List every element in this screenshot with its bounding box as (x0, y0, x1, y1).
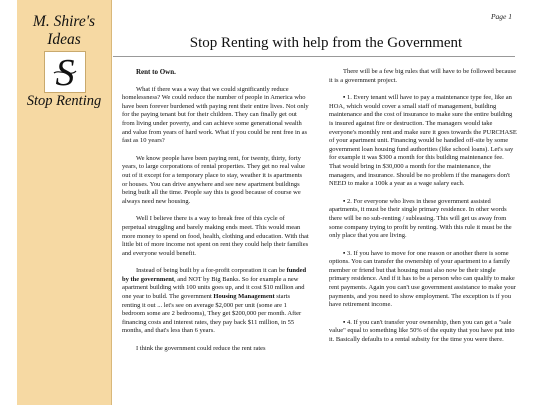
paragraph-4-text-a: Instead of being built by a for-profit corporation it can be (136, 267, 287, 275)
paragraph-2: We know people have been paying rent, for twenty, thirty, forty years, to large corporations of rental properties. They get no real value out of it except for a temporary place to stay, weather it is apartments or houses. You can drive anywhere and see new apartment buildings being built all the time. People say this is good because of course we always need new housing. (122, 154, 305, 205)
paragraph-4-text-b: , and NOT by Big Banks. So for example a new apartment building with 100 units goes up, and it cost $10 million and one year to build. The government (122, 275, 305, 301)
paragraph-4 (122, 267, 309, 336)
rule-item-1: ▪ 1. Every tenant will have to pay a maintenance type fee, like an HOA, which would cover a small staff of management, building maintenance and the cost of insurance to make sure the entire building is insured against fire or destruction. The managers would take everyone's monthly rent and make sure it goes towards the PURCHASE of your apartment unit. Financing would be handled off-site by some government loan housing fund authorities (like school loans). Let's say for example it was $300 a month for this building maintenance fee. That would bring in $30,000 a month for the maintenance, the managers, and insurance. Should be no problem if the managers don't NEED to make a 100k a year as a wage salary each. (329, 94, 517, 189)
paragraph-1: What if there was a way that we could significantly reduce homelessness? We could reduce the number of people in America who have been forever burdened with paying rent their entire lives. Not only for the paying tenant but for their children. They can finally get out from living under poverty, and can achieve some generational wealth and value from years of hard work. What if you could be rent free in as fast as 10 years? (122, 85, 309, 145)
paragraph-4-text-c: starts renting it out ... let's see on average $2,000 per unit (some are 1 bedroom some are 2 bedrooms), They get $200,000 per month. After financing costs and interest rates, they pay back $11 million, in 55 months, and that's less than 6 years. (122, 293, 302, 335)
brand-line-2: Ideas (47, 31, 81, 48)
paragraph-4-bold-1: funded by the government (122, 267, 307, 283)
paragraph-3: Well I believe there is a way to break free of this cycle of perpetual struggling and barely making ends meet. This would mean more money to spend on food, health, clothing and education. With that little bit of more income not spent on rent they could help their families and everyone would benefit. (122, 215, 309, 257)
section-heading: Rent to Own. (136, 68, 176, 76)
brand-line-1: M. Shire's (32, 13, 96, 30)
title-divider (113, 56, 515, 57)
rule-item-3: ▪ 3. If you have to move for one reason or another there is some options. You can transfer the ownership of your apartment to a family member or friend but that housing must also now be their single primary residence. And if it has to be a person who can qualify to make rent payments. Again you can't use government assistance to make your payments, and you need to show employment. The exception is if you have retirement income. (329, 250, 517, 310)
right-column (329, 68, 517, 354)
rules-intro: There will be a few big rules that will have to be followed because it is a government project. (329, 68, 517, 84)
page-title: Stop Renting with help from the Government (189, 35, 463, 51)
left-column (122, 68, 309, 363)
logo-letter: S (55, 52, 75, 92)
page-number: Page 1 (490, 12, 512, 21)
rule-item-2: ▪ 2. For everyone who lives in these government assisted apartments, it must be their single primary residence. In other words there will be no sub-renting / subleasing. This will get us away from some company trying to profit by renting. With this rule it must be the only place that you are living. (329, 198, 517, 241)
rule-item-4: ▪ 4. If you can't transfer your ownership, then you can get a "sale value" equal to something like 50% of the equity that you have put into it. Basically defaults to a rental subsity for the time you were there. (329, 319, 517, 345)
paragraph-5: I think the government could reduce the rent rates (136, 345, 266, 353)
logo-s-icon (45, 52, 85, 92)
logo (44, 51, 86, 93)
brand-title (17, 13, 111, 49)
section-name: Stop Renting (26, 93, 102, 109)
paragraph-4-bold-2: Housing Management (213, 293, 275, 301)
sidebar (17, 0, 112, 405)
